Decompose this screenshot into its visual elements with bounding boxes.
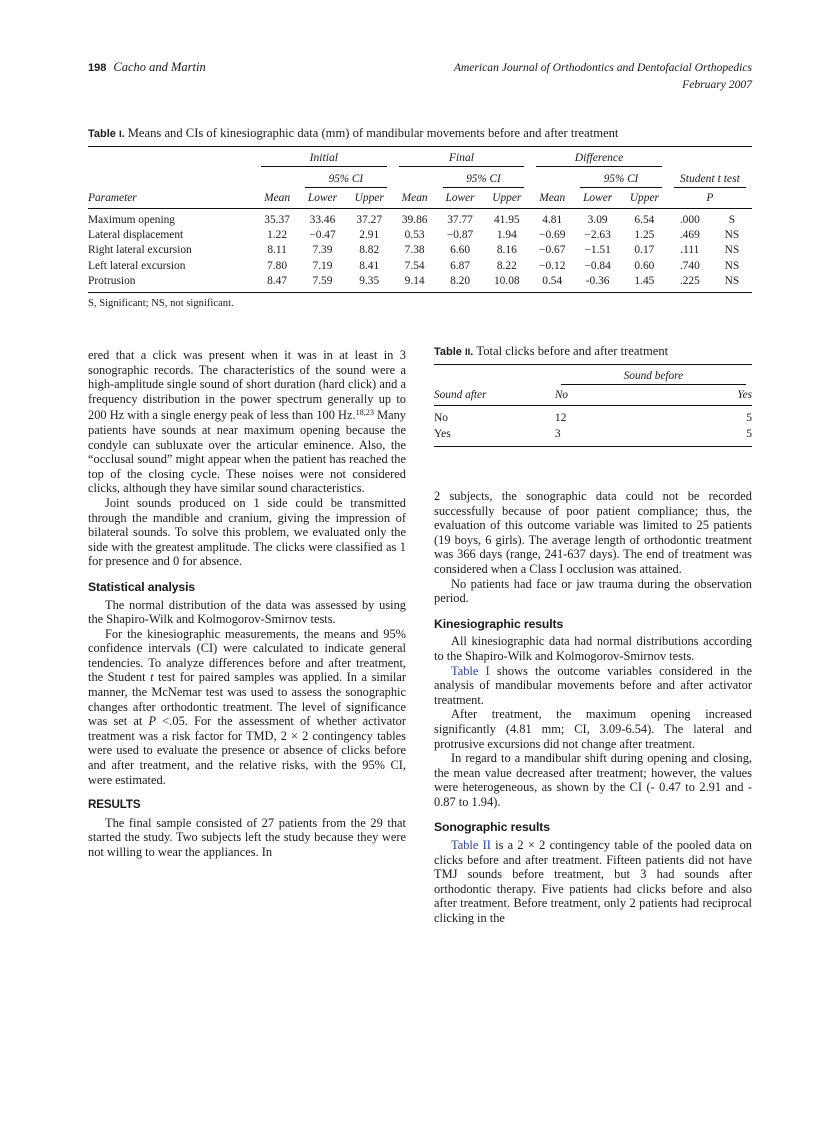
rule-sound-before	[561, 384, 746, 385]
table-2-column-header-row	[434, 386, 752, 406]
cell-diff-mean: 4.81	[542, 214, 563, 226]
cell-final-mean: 7.38	[404, 244, 425, 257]
table-1-ci-row	[88, 168, 752, 189]
cell-initial-mean: 8.47	[255, 273, 299, 292]
rule-ci-initial	[305, 187, 387, 188]
cell-initial-lower: 7.19	[312, 259, 333, 272]
cell-final-lower: −0.87	[446, 229, 474, 242]
rule-initial	[261, 166, 387, 167]
paragraph-normal-distributions: All kinesiographic data had normal distributions according to the Shapiro-Wilk and Kolmogorov-Smirnov tests.	[434, 634, 752, 663]
cell-initial-mean: 7.80	[267, 259, 288, 272]
italic-p: P	[148, 714, 157, 729]
cell-significance: NS	[724, 229, 740, 242]
heading-kinesiographic-results: Kinesiographic results	[434, 616, 564, 631]
cell-final-mean: 9.14	[393, 273, 437, 292]
table-2-caption-text: Total clicks before and after treatment	[476, 344, 669, 358]
table-row	[88, 273, 752, 292]
cell-initial-mean: 1.22	[267, 229, 288, 242]
heading-statistical-analysis: Statistical analysis	[88, 579, 196, 594]
table-1	[88, 126, 752, 309]
issue-date: February 2007	[682, 77, 752, 91]
cell-diff-mean: −0.12	[539, 259, 566, 272]
table-1-column-header-row	[88, 189, 752, 209]
cell-diff-lower: 3.09	[587, 214, 608, 226]
table-2-label: Table II.	[434, 346, 474, 358]
cell-count-no: 3	[555, 426, 657, 447]
paragraph-kinesiographic-measurements: For the kinesiographic measurements, the means and 95% confidence intervals (CI) were calculated to indicate general tendencies. To analyze differences before and after treatment, the Student t test for paired samples was applied. In a similar manner, the McNemar test was used to assess the sonographic changes after orthodontic treatment. The level of significance was set at P <.05. For the assessment of whether activator treatment was a risk factor for TMD, 2 × 2 contingency tables were used to evaluate the presence or absence of clicks before and after treatment, and the relative risks, with the 95% CI, were estimated.	[88, 626, 406, 787]
table-1-col-p: P	[668, 189, 752, 209]
table-1-grid	[88, 146, 752, 293]
cell-initial-lower: −0.47	[309, 229, 336, 242]
table-1-label: Table I.	[88, 128, 125, 140]
table-1-group-final: Final	[393, 147, 531, 169]
cell-p-value: .225	[668, 273, 712, 292]
cell-final-upper: 41.95	[493, 214, 520, 226]
cell-final-mean: 39.86	[401, 214, 428, 226]
paragraph-table-2-reference: Table II is a 2 × 2 contingency table of the pooled data on clicks before and after treatment. Fifteen patients did not have TMJ sounds before treatment, but 3 had sounds after orthodontic therapy. Five patients had clicks before and also after treatment. Before treatment, only 2 patients had reciprocal clicking in the	[434, 838, 752, 926]
table-2-group-row	[434, 365, 752, 387]
cell-count-yes: 5	[657, 426, 752, 447]
link-table-2[interactable]: Table II	[451, 838, 491, 853]
table-1-col-initial-upper: Upper	[346, 189, 393, 209]
running-head	[88, 60, 752, 94]
cell-initial-upper: 37.27	[356, 214, 383, 226]
table-1-col-initial-mean: Mean	[255, 189, 299, 209]
cell-diff-lower: -0.36	[574, 273, 621, 292]
cell-significance: NS	[724, 244, 740, 257]
cell-final-lower: 6.60	[450, 244, 471, 257]
table-1-initial-mean-spacer	[255, 168, 299, 189]
cell-diff-mean: −0.67	[539, 244, 566, 257]
table-2-col-sound-after: Sound after	[434, 386, 555, 406]
cell-diff-upper: 6.54	[634, 214, 655, 226]
cell-p-value: .111	[680, 244, 700, 257]
table-1-group-student-t: Student t test	[668, 168, 752, 189]
table-1-col-final-mean: Mean	[393, 189, 437, 209]
cell-final-mean: 0.53	[404, 229, 425, 242]
cell-initial-mean: 35.37	[264, 214, 290, 226]
table-row	[434, 426, 752, 447]
table-1-col-initial-lower: Lower	[299, 189, 346, 209]
cell-parameter: Maximum opening	[88, 214, 176, 226]
journal-title: American Journal of Orthodontics and Dentofacial Orthopedics	[453, 61, 752, 74]
cell-diff-upper: 1.25	[634, 229, 655, 242]
table-1-diff-mean-spacer	[530, 168, 574, 189]
table-2-caption	[434, 344, 752, 359]
table-1-caption	[88, 126, 752, 141]
cell-initial-lower: 7.39	[312, 244, 333, 257]
table-1-ci-spacer	[88, 168, 255, 189]
rule-difference	[536, 166, 662, 167]
table-1-ci-final: 95% CI	[437, 168, 531, 189]
page-number: 198	[88, 62, 107, 74]
table-1-col-diff-mean: Mean	[530, 189, 574, 209]
rule-student-t	[674, 187, 746, 188]
cell-significance: NS	[712, 273, 752, 292]
paragraph-joint-sounds: Joint sounds produced on 1 side could be transmitted through the mandible and cranium, giving the impression of bilateral sounds. To solve this problem, we evaluated only the side with the greatest amplitude. The clicks were classified as 1 for presence and 0 for absence.	[88, 495, 406, 569]
table-1-group-difference: Difference	[530, 147, 668, 169]
cell-initial-upper: 8.82	[359, 244, 380, 257]
table-2-group-sound-before: Sound before	[555, 365, 752, 387]
paragraph-mandibular-shift: In regard to a mandibular shift during opening and closing, the mean value decreased after treatment; however, the values were heterogeneous, as shown by the CI (- 0.47 to 2.91 and - 0.87 to 1.94).	[434, 751, 752, 809]
cell-diff-upper: 1.45	[621, 273, 668, 292]
cell-diff-upper: 0.17	[634, 244, 655, 257]
cell-significance: NS	[724, 259, 740, 272]
running-head-right	[454, 60, 752, 94]
cell-p-value: .469	[679, 229, 700, 242]
cell-diff-mean: 0.54	[530, 273, 574, 292]
paragraph-normal-distribution: The normal distribution of the data was assessed by using the Shapiro-Wilk and Kolmogorov-Smirnov tests.	[88, 597, 406, 627]
paragraph-maximum-opening: After treatment, the maximum opening increased significantly (4.81 mm; CI, 3.09-6.54). The lateral and protrusive excursions did not change after treatment.	[434, 707, 752, 751]
table-1-col-final-lower: Lower	[437, 189, 484, 209]
table-2	[434, 344, 752, 447]
cell-final-lower: 8.20	[437, 273, 484, 292]
cell-parameter: Protrusion	[88, 273, 255, 292]
body-column-left	[88, 348, 406, 860]
table-2-col-no: No	[555, 386, 657, 406]
cell-count-yes: 5	[746, 412, 752, 424]
table-1-ci-difference: 95% CI	[574, 168, 668, 189]
table-1-spacer	[88, 147, 255, 169]
table-1-group-initial: Initial	[255, 147, 393, 169]
cell-parameter: Right lateral excursion	[88, 244, 192, 257]
cell-sound-after-label: Yes	[434, 426, 555, 447]
reference-marker: 18,23	[355, 408, 374, 418]
paragraph-table-1-reference: Table I shows the outcome variables considered in the analysis of mandibular movements before and after activator treatment.	[434, 663, 752, 707]
running-head-left	[88, 60, 206, 75]
table-1-col-diff-upper: Upper	[621, 189, 668, 209]
cell-final-upper: 8.16	[496, 244, 517, 257]
cell-significance: S	[728, 214, 736, 226]
italic-t: t	[150, 670, 154, 685]
paragraph-sonographic-compliance: 2 subjects, the sonographic data could not be recorded successfully because of poor patient compliance; thus, the evaluation of this outcome variable was limited to 25 patients (19 boys, 6 girls). The average length of orthodontic treatment was 366 days (range, 241-637 days). The end of treatment was considered when a Class I occlusion was attained.	[434, 489, 752, 576]
cell-parameter: Lateral displacement	[88, 229, 184, 242]
rule-ci-difference	[580, 187, 662, 188]
paragraph-no-trauma: No patients had face or jaw trauma during the observation period.	[434, 576, 752, 606]
table-1-col-diff-lower: Lower	[574, 189, 621, 209]
cell-p-value: .000	[679, 214, 700, 226]
link-table-1[interactable]: Table I	[451, 663, 490, 678]
cell-diff-lower: −0.84	[584, 259, 611, 272]
table-row	[88, 209, 752, 228]
cell-final-upper: 1.94	[496, 229, 517, 242]
table-row	[88, 228, 752, 243]
cell-initial-upper: 9.35	[346, 273, 393, 292]
table-1-final-mean-spacer	[393, 168, 437, 189]
table-row	[88, 258, 752, 273]
cell-final-upper: 8.22	[496, 259, 517, 272]
cell-initial-upper: 2.91	[359, 229, 380, 242]
table-row	[434, 406, 752, 427]
table-2-grid	[434, 364, 752, 447]
cell-parameter: Left lateral excursion	[88, 259, 186, 272]
table-1-group-spacer	[668, 147, 752, 169]
running-head-authors: Cacho and Martin	[113, 60, 206, 74]
table-1-footnote: S, Significant; NS, not significant.	[88, 297, 234, 309]
table-1-ci-initial: 95% CI	[299, 168, 393, 189]
rule-ci-final	[443, 187, 525, 188]
cell-final-upper: 10.08	[483, 273, 530, 292]
table-1-col-final-upper: Upper	[483, 189, 530, 209]
cell-initial-upper: 8.41	[359, 259, 380, 272]
cell-count-no: 12	[554, 412, 567, 424]
cell-final-lower: 6.87	[450, 259, 471, 272]
table-row	[88, 243, 752, 258]
paragraph-final-sample: The final sample consisted of 27 patients from the 29 that started the study. Two subjects left the study because they were not willing to wear the appliances. In	[88, 815, 406, 859]
cell-diff-mean: −0.69	[539, 229, 566, 242]
cell-p-value: .740	[679, 259, 700, 272]
cell-initial-lower: 33.46	[309, 214, 336, 226]
paragraph-click-definition: ered that a click was present when it was in at least in 3 sonographic records. The characteristics of the sound were a high-amplitude single sound of short duration (hard click) and a frequency distribution in the power spectrum generally up to 200 Hz with a single energy peak of less than 100 Hz.$^{18,23}$ Many patients have sounds at near maximum opening because the condyle can subluxate over the articular eminence. Also, the “occlusal sound” might appear when the patient has reached the top of the closing cycle. These noises were not considered clicks, although they have similar sound characteristics.	[88, 348, 406, 496]
table-1-col-parameter: Parameter	[88, 189, 255, 209]
cell-initial-lower: 7.59	[299, 273, 346, 292]
heading-sonographic-results: Sonographic results	[434, 820, 550, 835]
table-2-body	[434, 406, 752, 447]
table-2-col-yes: Yes	[657, 386, 752, 406]
table-1-caption-text: Means and CIs of kinesiographic data (mm) of mandibular movements before and after treatment	[127, 126, 619, 140]
cell-diff-lower: −1.51	[584, 244, 611, 257]
cell-sound-after-label: No	[434, 412, 449, 424]
cell-initial-mean: 8.11	[267, 244, 287, 257]
table-1-group-row	[88, 147, 752, 169]
heading-results: RESULTS	[88, 798, 141, 812]
cell-diff-upper: 0.60	[634, 259, 655, 272]
rule-final	[399, 166, 525, 167]
table-2-corner-spacer	[434, 365, 555, 387]
cell-diff-lower: −2.63	[584, 229, 611, 242]
cell-final-lower: 37.77	[447, 214, 473, 226]
cell-final-mean: 7.54	[404, 259, 425, 272]
body-column-right	[434, 489, 752, 926]
table-1-body	[88, 209, 752, 293]
